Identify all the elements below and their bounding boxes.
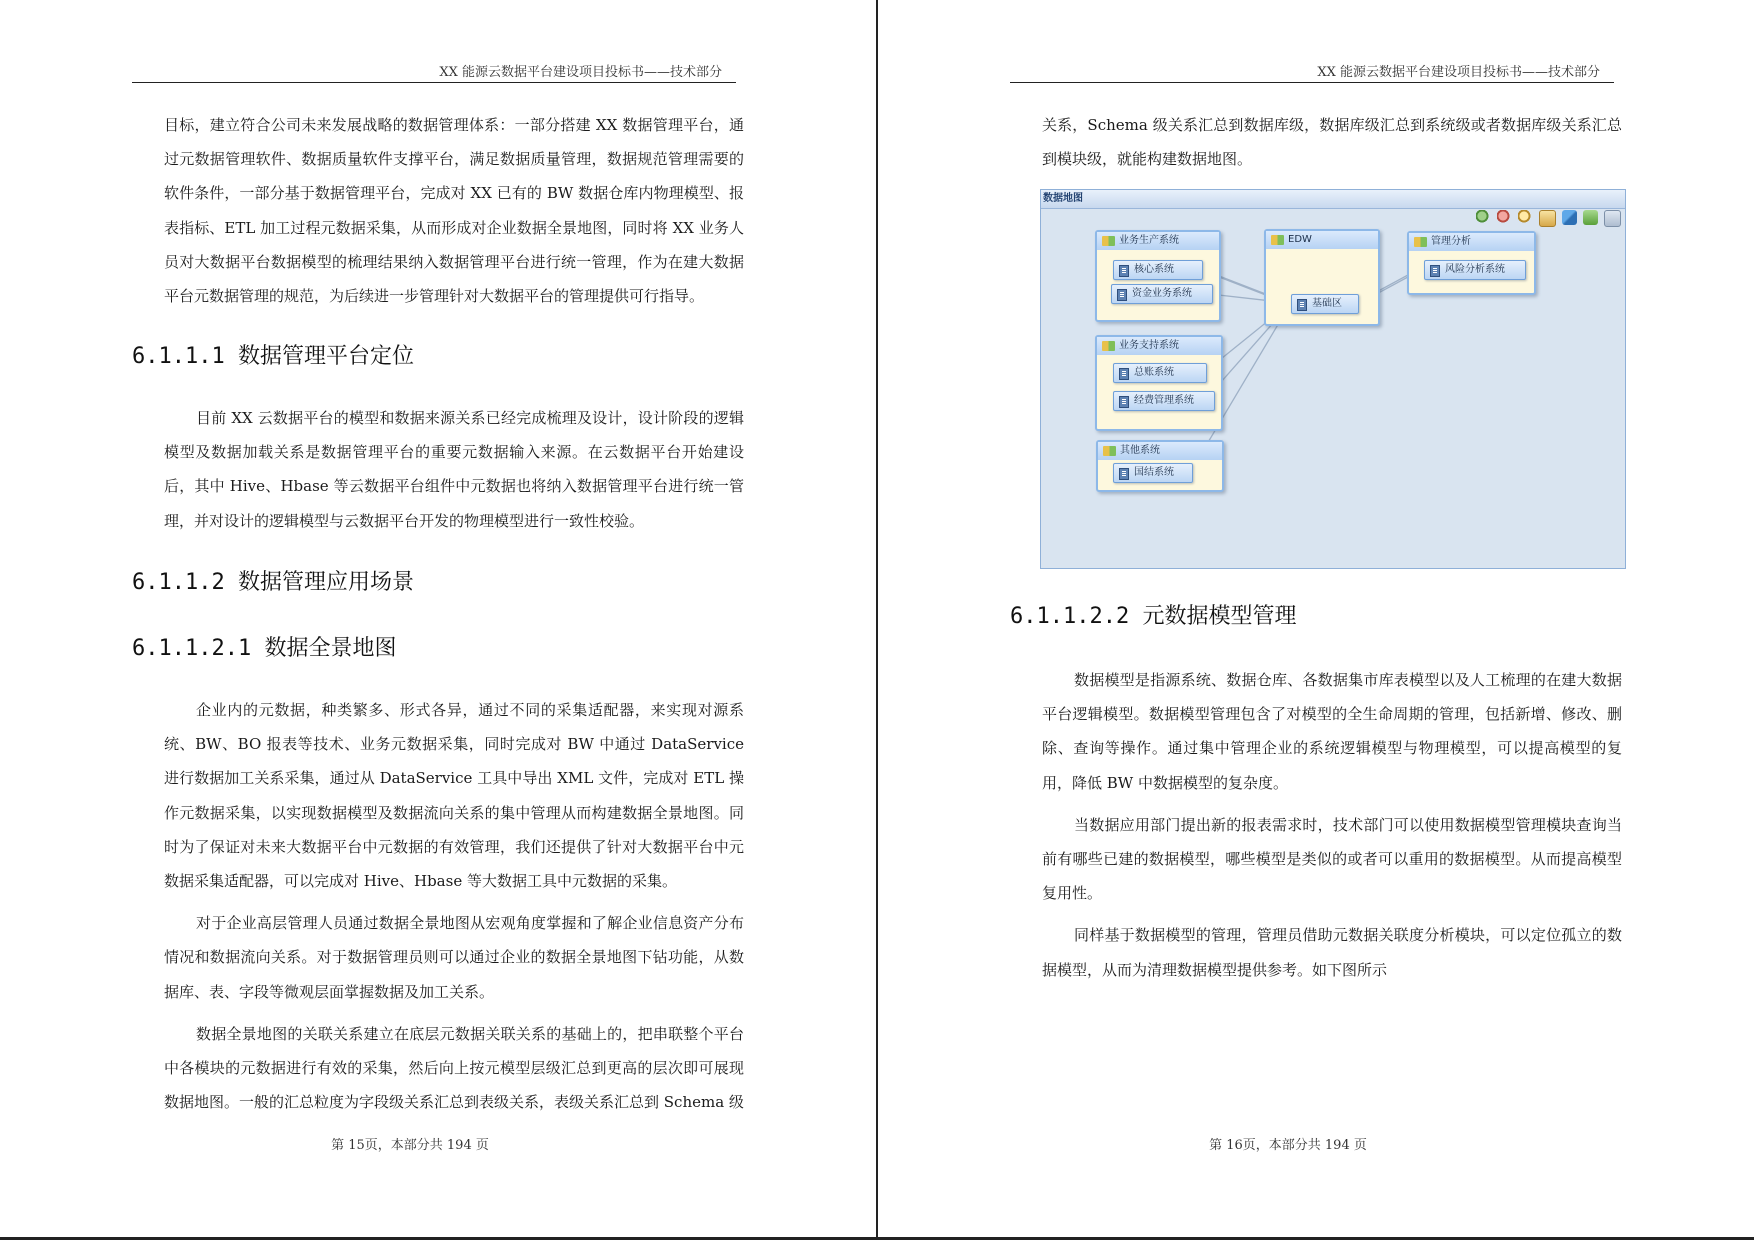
intro-block: [132, 108, 744, 313]
heading-scenarios: [132, 568, 414, 598]
heading-positioning-text: 6.1.1.1 数据管理平台定位: [132, 344, 414, 369]
save-icon[interactable]: [1583, 210, 1598, 225]
node-intl-system-label: 国结系统: [1134, 467, 1174, 478]
table-icon: [1119, 396, 1129, 408]
figure-canvas: [1041, 230, 1625, 568]
model-paragraph-2: 当数据应用部门提出新的报表需求时，技术部门可以使用数据模型管理模块查询当前有哪些已建的数据模型，哪些模型是类似的或者可以重用的数据模型。从而提高模型复用性。: [1042, 815, 1622, 903]
node-expense-system-label: 经费管理系统: [1134, 395, 1194, 406]
positioning-paragraph: 目前 XX 云数据平台的模型和数据来源关系已经完成梳理及设计，设计阶段的逻辑模型及数据加载关系是数据管理平台的重要元数据输入来源。在云数据平台开始建设后，其中 Hive、Hbase 等云数据平台组件中元数据也将纳入数据管理平台进行统一管理，并对设计的逻辑模型与云数据平台开发的物理模型进行一致性校验。: [164, 409, 744, 530]
node-fund-system-label: 资金业务系统: [1132, 288, 1192, 299]
positioning-block: [132, 401, 744, 538]
node-expense-system[interactable]: [1113, 391, 1215, 411]
node-base-zone-label: 基础区: [1312, 298, 1342, 309]
group-analysis-header: [1409, 233, 1534, 251]
zoom-in-icon[interactable]: [1476, 210, 1491, 225]
node-fund-system[interactable]: [1111, 284, 1213, 304]
figure-title: 数据地图: [1041, 190, 1625, 209]
node-core-system-label: 核心系统: [1134, 264, 1174, 275]
node-intl-system[interactable]: [1113, 463, 1193, 483]
datamap-paragraph-2: 对于企业高层管理人员通过数据全景地图从宏观角度掌握和了解企业信息资产分布情况和数据流向关系。对于数据管理员则可以通过企业的数据全景地图下钻功能，从数据库、表、字段等微观层面掌握数据及加工关系。: [164, 914, 744, 1001]
node-risk-system[interactable]: [1424, 260, 1526, 280]
table-icon: [1430, 265, 1440, 277]
node-risk-system-label: 风险分析系统: [1445, 264, 1505, 275]
heading-datamap-text: 6.1.1.2.1 数据全景地图: [132, 636, 397, 661]
model-paragraph-1: 数据模型是指源系统、数据仓库、各数据集市库表模型以及人工梳理的在建大数据平台逻辑模型。数据模型管理包含了对模型的全生命周期的管理，包括新增、修改、删除、查询等操作。通过集中管理企业的系统逻辑模型与物理模型，可以提高模型的复用，降低 BW 中数据模型的复杂度。: [1042, 671, 1622, 792]
page-header: [1010, 58, 1614, 83]
group-support[interactable]: [1095, 335, 1223, 431]
continuation-block: [1010, 108, 1622, 176]
model-block: [1010, 663, 1622, 987]
page-16: [878, 0, 1754, 1240]
folder-icon: [1102, 341, 1115, 351]
group-edw-label: EDW: [1288, 234, 1312, 245]
group-support-label: 业务支持系统: [1119, 340, 1179, 351]
intro-paragraph: 目标，建立符合公司未来发展战略的数据管理体系：一部分搭建 XX 数据管理平台，通过元数据管理软件、数据质量软件支撑平台，满足数据质量管理，数据规范管理需要的软件条件，一部分基于数据管理平台，完成对 XX 已有的 BW 数据仓库内物理模型、报表指标、ETL 加工过程元数据采集，从而形成对企业数据全景地图，同时将 XX 业务人员对大数据平台数据模型的梳理结果纳入数据管理平台进行统一管理，作为在建大数据平台元数据管理的规范，为后续进一步管理针对大数据平台的管理提供可行指导。: [164, 116, 744, 306]
folder-icon: [1102, 236, 1115, 246]
page-footer: 第 16页，本部分共 194 页: [1209, 1138, 1367, 1153]
folder-icon: [1103, 446, 1116, 456]
page-15: [0, 0, 876, 1240]
heading-model: [1010, 602, 1296, 632]
model-paragraph-3: 同样基于数据模型的管理，管理员借助元数据关联度分析模块，可以定位孤立的数据模型，从而为清理数据模型提供参考。如下图所示: [1042, 926, 1622, 979]
node-gl-system[interactable]: [1113, 363, 1207, 383]
group-support-header: [1097, 337, 1221, 355]
datamap-paragraph-1: 企业内的元数据，种类繁多、形式各异，通过不同的采集适配器，来实现对源系统、BW、BO 报表等技术、业务元数据采集，同时完成对 BW 中通过 DataService 进行数据加工关系采集，通过从 DataService 工具中导出 XML 文件，完成对 ETL 操作元数据采集，以实现数据模型及数据流向关系的集中管理从而构建数据全景地图。同时为了保证对未来大数据平台中元数据的有效管理，我们还提供了针对大数据平台中元数据采集适配器，可以完成对 Hive、Hbase 等大数据工具中元数据的采集。: [164, 701, 744, 891]
fit-icon[interactable]: [1562, 210, 1577, 225]
datamap-block: [132, 693, 744, 1119]
group-production-label: 业务生产系统: [1119, 235, 1179, 246]
folder-icon: [1271, 235, 1284, 245]
data-map-figure: [1040, 189, 1626, 569]
table-icon: [1297, 299, 1307, 311]
page-footer: 第 15页，本部分共 194 页: [331, 1138, 489, 1153]
table-icon: [1117, 289, 1127, 301]
heading-datamap: [132, 634, 396, 664]
group-production-header: [1097, 232, 1219, 250]
group-other-label: 其他系统: [1120, 445, 1160, 456]
table-icon: [1119, 265, 1129, 277]
node-gl-system-label: 总账系统: [1134, 367, 1174, 378]
search-icon[interactable]: [1518, 210, 1533, 225]
heading-scenarios-text: 6.1.1.2 数据管理应用场景: [132, 570, 414, 595]
group-analysis-label: 管理分析: [1431, 236, 1471, 247]
heading-model-text: 6.1.1.2.2 元数据模型管理: [1010, 604, 1297, 629]
datamap-paragraph-3: 数据全景地图的关联关系建立在底层元数据关联关系的基础上的，把串联整个平台中各模块的元数据进行有效的采集，然后向上按元模型层级汇总到更高的层次即可展现数据地图。一般的汇总粒度为字段级关系汇总到表级关系，表级关系汇总到 Schema 级: [164, 1024, 744, 1112]
table-icon: [1119, 468, 1129, 480]
close-icon[interactable]: [1604, 210, 1621, 227]
figure-toolbar: [1476, 210, 1621, 228]
continuation-paragraph: 关系，Schema 级关系汇总到数据库级，数据库级汇总到系统级或者数据库级关系汇总到模块级，就能构建数据地图。: [1042, 116, 1622, 169]
header-title: XX 能源云数据平台建设项目投标书——技术部分: [1317, 65, 1600, 80]
folder-icon: [1414, 237, 1427, 247]
page-header: [132, 58, 736, 83]
zoom-out-icon[interactable]: [1497, 210, 1512, 225]
group-other-header: [1098, 442, 1222, 460]
export-icon[interactable]: [1539, 210, 1556, 227]
header-title: XX 能源云数据平台建设项目投标书——技术部分: [439, 65, 722, 80]
node-base-zone[interactable]: [1291, 294, 1359, 314]
heading-positioning: [132, 342, 414, 372]
table-icon: [1119, 368, 1129, 380]
group-edw-header: [1266, 231, 1378, 249]
node-core-system[interactable]: [1113, 260, 1203, 280]
